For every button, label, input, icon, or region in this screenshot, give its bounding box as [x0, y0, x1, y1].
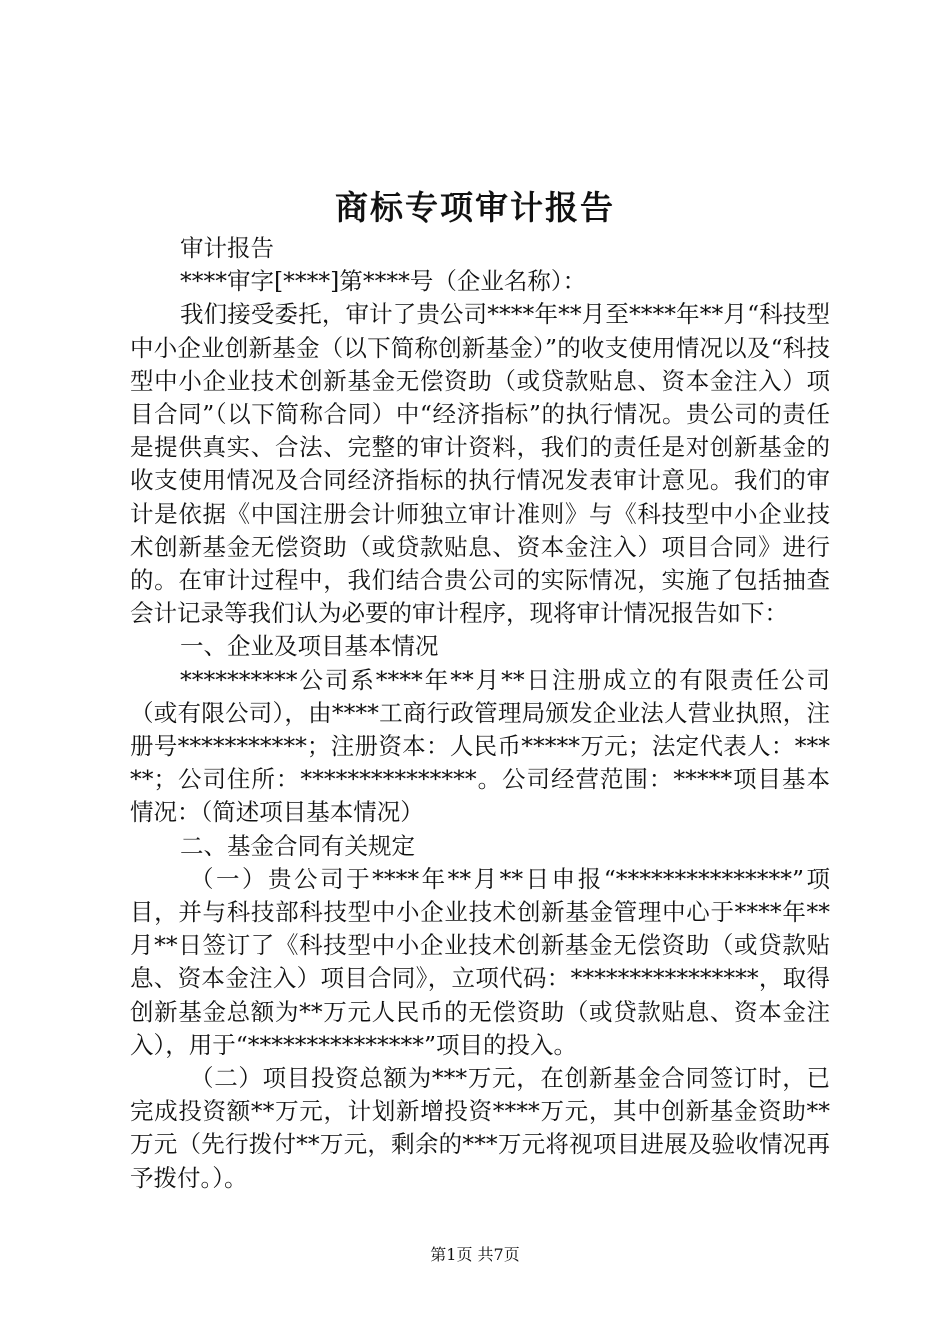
document-body: [130, 232, 830, 1195]
page-number-footer: 第1页 共7页: [430, 1245, 520, 1264]
report-reference-line: ****审字[****]第****号（企业名称）：: [180, 267, 587, 296]
document-title: 商标专项审计报告: [335, 188, 615, 227]
report-heading: 审计报告: [180, 234, 274, 262]
company-info-paragraph: **********公司系****年**月**日注册成立的有限责任公司（或有限公司），由****工商行政管理局颁发企业法人营业执照，注册号***********；注册资本：人民币*****万元；法定代表人：*****；公司住所：***************。公司经营范围：*****项目基本情况：（简述项目基本情况）: [130, 665, 830, 827]
fund-contract-paragraph-1: （一）贵公司于****年**月**日申报“***************”项目，并与科技部科技型中小企业技术创新基金管理中心于****年**月**日签订了《科技型中小企业技术创新基金无偿资助（或贷款贴息、资本金注入）项目合同》，立项代码：****************，取得创新基金总额为**万元人民币的无偿资助（或贷款贴息、资本金注入），用于“***************”项目的投入。: [130, 864, 830, 1059]
fund-contract-paragraph-2: （二）项目投资总额为***万元，在创新基金合同签订时，已完成投资额**万元，计划新增投资****万元，其中创新基金资助**万元（先行拨付**万元，剩余的***万元将视项目进展及验收情况再予拨付。）。: [130, 1064, 830, 1192]
section-heading-fund-contract: 二、基金合同有关规定: [180, 831, 415, 860]
intro-paragraph: 我们接受委托，审计了贵公司****年**月至****年**月“科技型中小企业创新基金（以下简称创新基金）”的收支使用情况以及“科技型中小企业技术创新基金无偿资助（或贷款贴息、资本金注入）项目合同”（以下简称合同）中“经济指标”的执行情况。贵公司的责任是提供真实、合法、完整的审计资料，我们的责任是对创新基金的收支使用情况及合同经济指标的执行情况发表审计意见。我们的审计是依据《中国注册会计师独立审计准则》与《科技型中小企业技术创新基金无偿资助（或贷款贴息、资本金注入）项目合同》进行的。在审计过程中，我们结合贵公司的实际情况，实施了包括抽查会计记录等我们认为必要的审计程序，现将审计情况报告如下：: [130, 300, 830, 628]
section-heading-company-info: 一、企业及项目基本情况: [180, 632, 439, 661]
